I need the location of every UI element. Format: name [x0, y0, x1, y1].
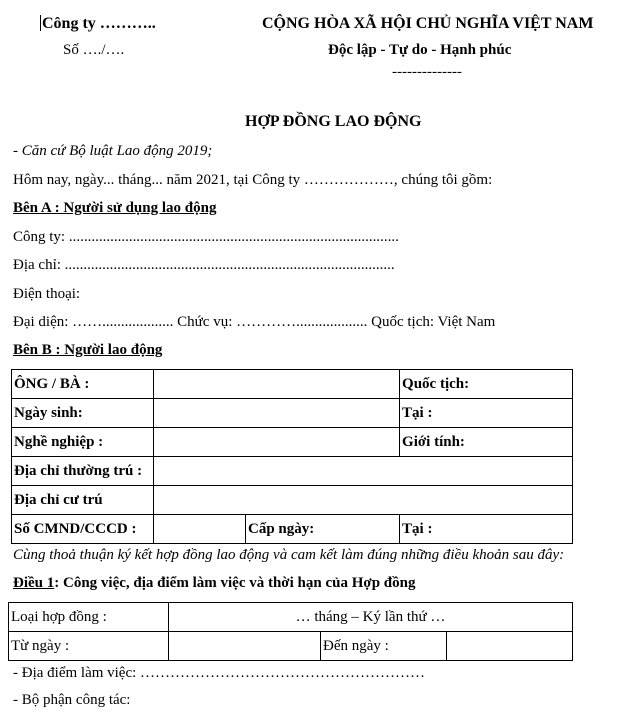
field-contract-type[interactable]: … tháng – Ký lần thứ … — [169, 603, 573, 632]
intro-line: Hôm nay, ngày... tháng... năm 2021, tại Công ty ………………, chúng tôi gồm: — [13, 172, 493, 188]
table-row — [12, 428, 573, 457]
field-cur-address[interactable] — [154, 486, 573, 515]
table-row — [12, 457, 573, 486]
table-row — [12, 370, 573, 399]
label-id: Số CMND/CCCD : — [12, 515, 154, 544]
agreement-line: Cùng thoả thuận ký kết hợp đồng lao động và cam kết làm đúng những điều khoản sau đây: — [13, 547, 565, 563]
party-a-position: Chức vụ: …………................... — [177, 314, 368, 330]
article-1-title: : Công việc, địa điểm làm việc và thời hạn của Hợp đồng — [54, 575, 416, 591]
article-1-label: Điều 1 — [13, 575, 55, 591]
party-a-phone: Điện thoại: — [13, 286, 81, 302]
label-to-date: Đến ngày : — [321, 632, 447, 661]
company-name — [40, 15, 156, 33]
label-cur-address: Địa chỉ cư trú — [12, 486, 154, 515]
text-cursor — [40, 15, 41, 31]
label-nationality: Quốc tịch: — [400, 370, 573, 399]
company-name-text: Công ty ……….. — [42, 15, 156, 32]
contract-term-table — [8, 602, 573, 661]
nation-title: CỘNG HÒA XÃ HỘI CHỦ NGHĨA VIỆT NAM — [262, 15, 594, 32]
field-from-date[interactable] — [169, 632, 321, 661]
party-a-nationality: Quốc tịch: Việt Nam — [371, 314, 496, 330]
field-to-date[interactable] — [447, 632, 573, 661]
header-rule: -------------- — [392, 64, 462, 80]
field-name[interactable] — [154, 370, 400, 399]
field-dob[interactable] — [154, 399, 400, 428]
workplace-line: - Địa điểm làm việc: ………………………………………………… — [13, 665, 426, 681]
party-a-heading: Bên A : Người sử dụng lao động — [13, 200, 217, 216]
page-title: HỢP ĐỒNG LAO ĐỘNG — [245, 113, 422, 130]
label-name: ÔNG / BÀ : — [12, 370, 154, 399]
field-perm-address[interactable] — [154, 457, 573, 486]
motto: Độc lập - Tự do - Hạnh phúc — [328, 42, 512, 58]
table-row — [12, 486, 573, 515]
field-id[interactable] — [154, 515, 246, 544]
table-row — [12, 515, 573, 544]
label-gender: Giới tính: — [400, 428, 573, 457]
department-line: - Bộ phận công tác: — [13, 692, 131, 708]
party-b-table — [11, 369, 573, 544]
label-issued: Cấp ngày: — [246, 515, 400, 544]
document-number: Số …./…. — [63, 42, 125, 58]
party-a-address: Địa chỉ: ........................................................................................ — [13, 257, 395, 273]
label-issued-at: Tại : — [400, 515, 573, 544]
party-a-company: Công ty: ........................................................................................ — [13, 229, 399, 245]
table-row — [12, 399, 573, 428]
label-birthplace: Tại : — [400, 399, 573, 428]
party-a-rep: Đại diện: ……................... — [13, 314, 174, 330]
label-contract-type: Loại hợp đồng : — [9, 603, 169, 632]
label-from-date: Từ ngày : — [9, 632, 169, 661]
field-job[interactable] — [154, 428, 400, 457]
table-row — [9, 603, 573, 632]
party-a-rep-line — [13, 314, 495, 331]
article-1-heading — [13, 575, 415, 592]
label-perm-address: Địa chỉ thường trú : — [12, 457, 154, 486]
legal-basis: - Căn cứ Bộ luật Lao động 2019; — [13, 143, 213, 159]
table-row — [9, 632, 573, 661]
label-dob: Ngày sinh: — [12, 399, 154, 428]
party-b-heading: Bên B : Người lao động — [13, 342, 163, 358]
label-job: Nghề nghiệp : — [12, 428, 154, 457]
